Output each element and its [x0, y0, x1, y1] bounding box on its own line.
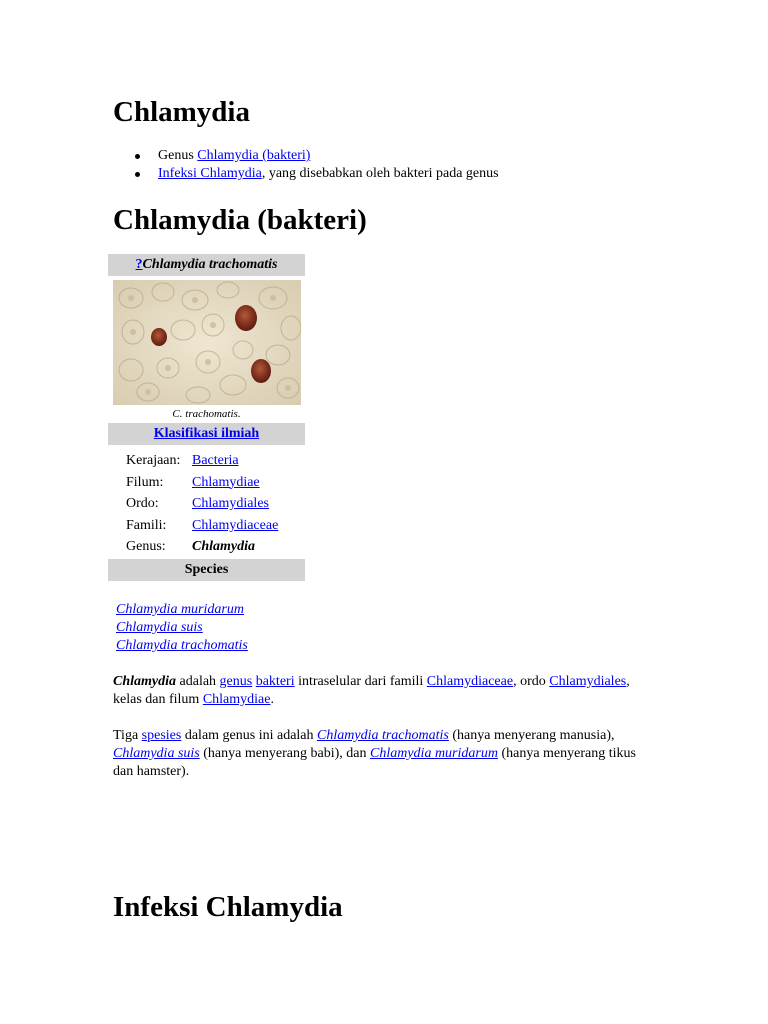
link-chlamydiaceae[interactable]: Chlamydiaceae: [426, 674, 514, 689]
link-spesies[interactable]: spesies: [141, 728, 182, 743]
text: (hanya menyerang manusia),: [448, 728, 615, 743]
section-title-bakteri: Chlamydia (bakteri): [113, 204, 367, 236]
taxo-link-chlamydiaceae[interactable]: Chlamydiaceae: [192, 517, 279, 533]
text: , kelas dan filum: [113, 674, 630, 707]
taxo-genus-value: Chlamydia: [192, 539, 256, 555]
list-item-text: Genus: [158, 148, 198, 163]
link-chlamydiales[interactable]: Chlamydiales: [549, 674, 627, 689]
text: Tiga: [113, 728, 142, 743]
taxo-link-chlamydiales[interactable]: Chlamydiales: [192, 496, 269, 512]
taxo-row-filum: [108, 472, 305, 494]
taxo-row-ordo: [108, 493, 305, 515]
species-link-suis[interactable]: Chlamydia suis: [116, 620, 203, 635]
link-infeksi-chlamydia[interactable]: Infeksi Chlamydia: [158, 166, 262, 181]
link-chlamydia-muridarum[interactable]: Chlamydia muridarum: [370, 746, 498, 761]
list-item-text: , yang disebabkan oleh bakteri pada genus: [261, 166, 499, 181]
taxobox-help-link[interactable]: ?: [135, 257, 143, 272]
taxo-row-kerajaan: [108, 450, 305, 472]
list-item: [113, 147, 499, 165]
link-bakteri[interactable]: bakteri: [255, 674, 295, 689]
link-chlamydiae[interactable]: Chlamydiae: [202, 692, 271, 707]
taxo-key: Ordo:: [126, 496, 159, 512]
text: dalam genus ini adalah: [181, 728, 318, 743]
link-chlamydia-suis[interactable]: Chlamydia suis: [113, 746, 200, 761]
intro-paragraph: [113, 673, 653, 709]
text: intraselular dari famili: [294, 674, 427, 689]
taxo-link-chlamydiae[interactable]: Chlamydiae: [192, 474, 260, 490]
taxo-key: Famili:: [126, 517, 167, 533]
species-link-muridarum[interactable]: Chlamydia muridarum: [116, 602, 244, 617]
taxobox-species-name: Chlamydia trachomatis: [142, 257, 278, 272]
taxo-row-genus: [108, 536, 305, 558]
classification-link[interactable]: Klasifikasi ilmiah: [153, 426, 260, 441]
text: , ordo: [513, 674, 550, 689]
species-header: Species: [108, 559, 305, 581]
taxo-link-bacteria[interactable]: Bacteria: [192, 453, 239, 468]
text: (hanya menyerang tikus dan hamster).: [113, 746, 636, 779]
taxobox-header: [108, 254, 305, 276]
disambiguation-list: [113, 147, 499, 183]
text: adalah: [176, 674, 220, 689]
bold-term: Chlamydia: [113, 674, 177, 689]
page-title: Chlamydia: [113, 96, 250, 128]
species-link-trachomatis[interactable]: Chlamydia trachomatis: [116, 638, 248, 653]
list-item: [113, 165, 499, 183]
text: (hanya menyerang babi), dan: [199, 746, 370, 761]
image-caption: C. trachomatis.: [172, 408, 241, 420]
link-chlamydia-trachomatis[interactable]: Chlamydia trachomatis: [317, 728, 449, 743]
link-genus[interactable]: genus: [219, 674, 253, 689]
species-list: [116, 601, 248, 655]
text: .: [270, 692, 274, 707]
taxo-key: Kerajaan:: [126, 453, 181, 468]
taxo-row-famili: [108, 515, 305, 537]
taxobox-image-frame: [108, 276, 305, 406]
microscope-image[interactable]: [113, 280, 301, 405]
classification-header: [108, 423, 305, 445]
species-paragraph: [113, 727, 653, 781]
section-title-infeksi: Infeksi Chlamydia: [113, 891, 343, 923]
taxobox: [108, 254, 305, 581]
taxo-key: Genus:: [126, 539, 166, 555]
taxo-key: Filum:: [126, 474, 164, 490]
link-chlamydia-bakteri[interactable]: Chlamydia (bakteri): [197, 148, 311, 163]
